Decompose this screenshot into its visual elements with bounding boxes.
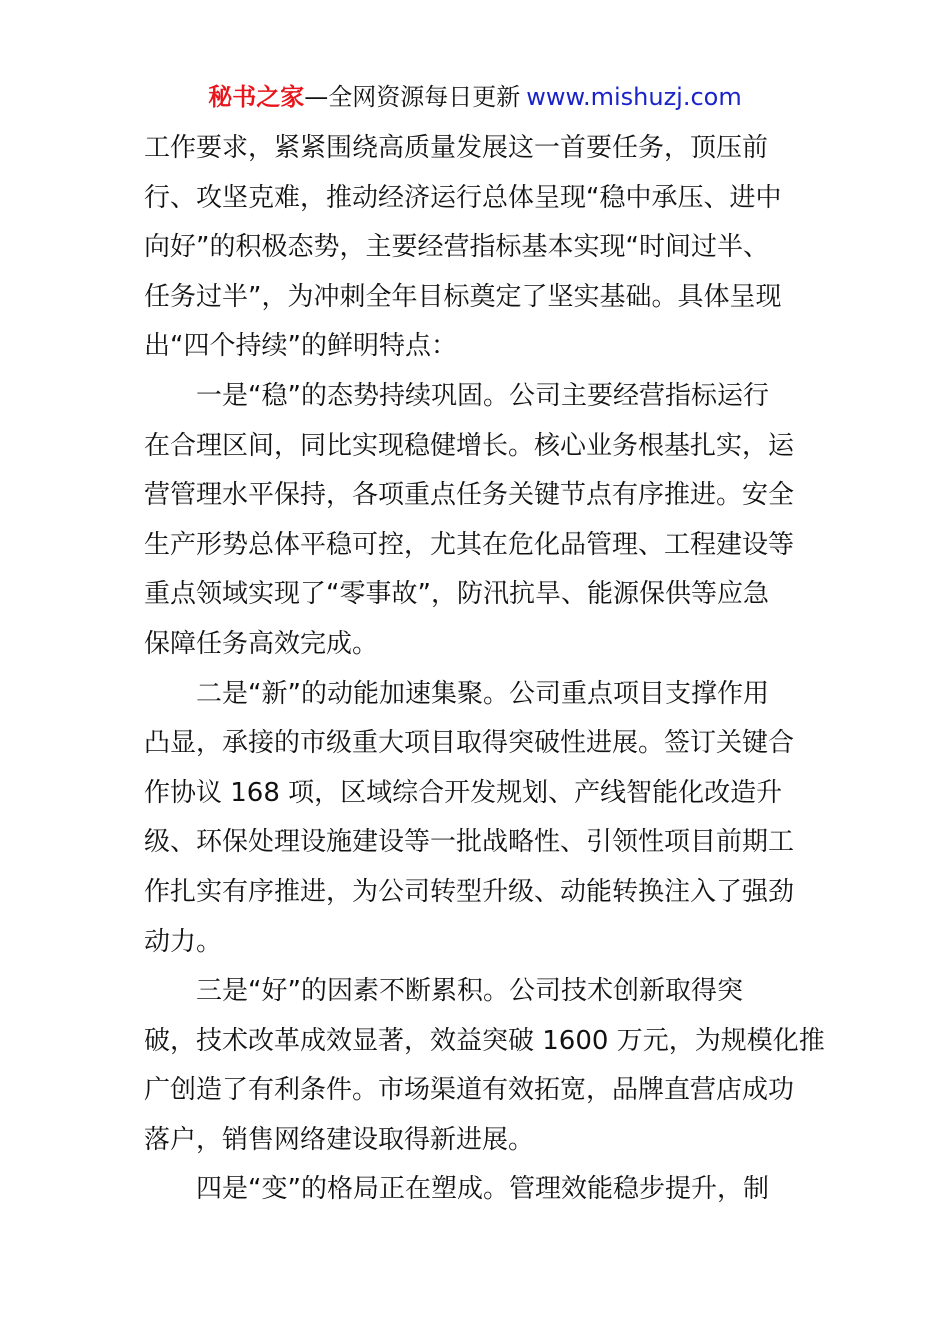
header-slogan: —全网资源每日更新 (304, 83, 521, 111)
text-line: 凸显，承接的市级重大项目取得突破性进展。签订关键合 (144, 728, 795, 759)
text-line: 保障任务高效完成。 (144, 628, 379, 659)
site-header (0, 80, 950, 114)
text-line: 广创造了有利条件。市场渠道有效拓宽，品牌直营店成功 (144, 1075, 795, 1106)
text-line: 四是“变”的格局正在塑成。管理效能稳步提升，制 (196, 1174, 769, 1205)
text-line: 工作要求，紧紧围绕高质量发展这一首要任务，顶压前 (144, 133, 769, 163)
text-line: 向好”的积极态势，主要经营指标基本实现“时间过半、 (144, 232, 769, 263)
document-body (144, 124, 825, 1215)
text-line: 行、攻坚克难，推动经济运行总体呈现“稳中承压、进中 (144, 182, 782, 213)
text-line: 二是“新”的动能加速集聚。公司重点项目支撑作用 (196, 678, 769, 709)
text-line: 任务过半”，为冲刺全年目标奠定了坚实基础。具体呈现 (144, 281, 782, 312)
text-line: 三是“好”的因素不断累积。公司技术创新取得突 (196, 976, 743, 1007)
text-line: 重点领域实现了“零事故”，防汛抗旱、能源保供等应急 (144, 579, 769, 610)
text-line: 出“四个持续”的鲜明特点： (144, 331, 457, 362)
text-line: 落户，销售网络建设取得新进展。 (144, 1124, 535, 1155)
brand-name: 秘书之家 (208, 83, 305, 111)
paragraph-new-momentum (144, 670, 808, 968)
text-line: 生产形势总体平稳可控，尤其在危化品管理、工程建设等 (144, 529, 795, 560)
paragraph-good-factors (144, 967, 825, 1165)
text-line: 作协议 168 项，区域综合开发规划、产线智能化改造升 (144, 777, 783, 808)
paragraph-change (144, 1165, 808, 1215)
paragraph-intro (144, 124, 808, 372)
text-line: 破，技术改革成效显著，效益突破 1600 万元，为规模化推 (144, 1025, 825, 1056)
text-line: 动力。 (144, 926, 223, 957)
paragraph-stability (144, 372, 808, 670)
text-line: 一是“稳”的态势持续巩固。公司主要经营指标运行 (196, 380, 769, 411)
text-line: 作扎实有序推进，为公司转型升级、动能转换注入了强劲 (144, 876, 795, 907)
site-url-link[interactable]: www.mishuzj.com (526, 83, 742, 111)
text-line: 级、环保处理设施建设等一批战略性、引领性项目前期工 (144, 827, 795, 858)
text-line: 在合理区间，同比实现稳健增长。核心业务根基扎实，运 (144, 430, 795, 461)
text-line: 营管理水平保持，各项重点任务关键节点有序推进。安全 (144, 480, 795, 511)
